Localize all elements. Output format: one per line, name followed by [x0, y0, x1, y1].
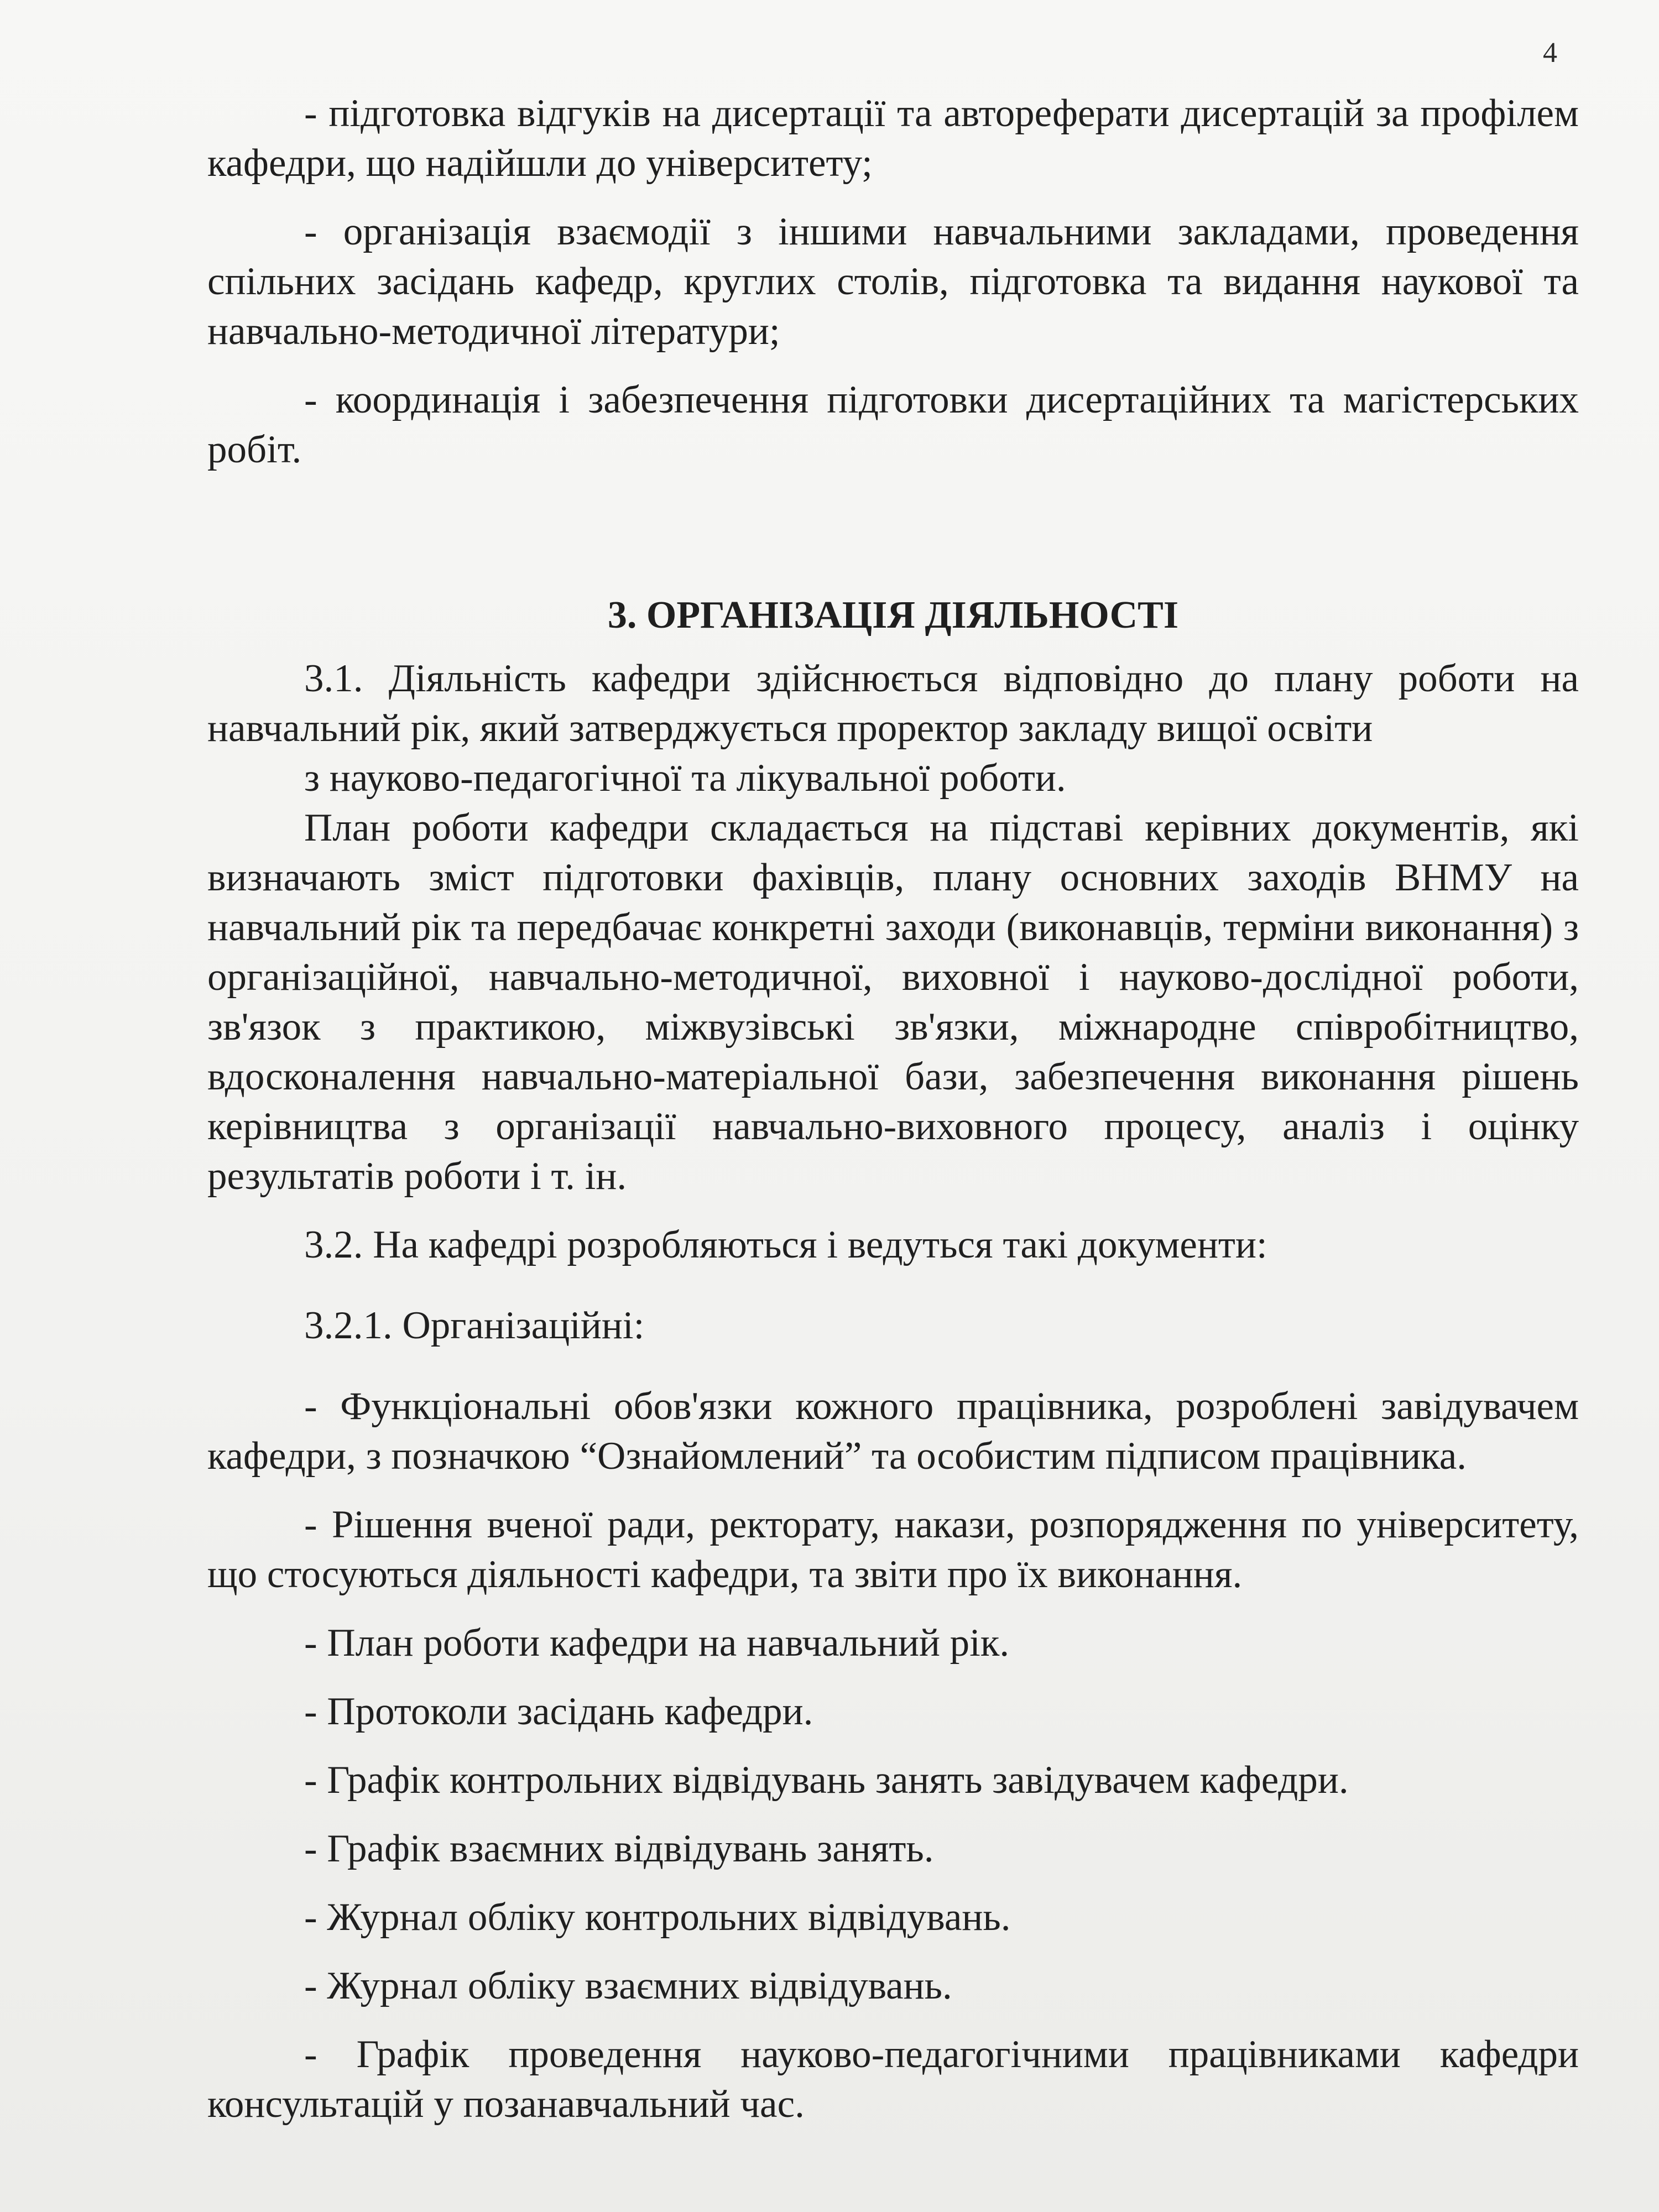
- document-item-8: - Журнал обліку взаємних відвідувань.: [304, 1964, 952, 2007]
- document-item-6: - Графік взаємних відвідувань занять.: [304, 1827, 934, 1870]
- document-item-9: - Графік проведення науково-педагогічними працівниками кафедри консультацій у позанавчальний час.: [207, 2033, 1579, 2126]
- document-item-4: - Протоколи засідань кафедри.: [304, 1690, 813, 1733]
- top-item-2: - організація взаємодії з іншими навчальними закладами, проведення спільних засідань кафедр, круглих столів, підготовка та видання наукової та навчально-методичної літератури;: [207, 210, 1579, 353]
- document-item-7: - Журнал обліку контрольних відвідувань.: [304, 1896, 1011, 1939]
- document-content: [207, 88, 1579, 2129]
- document-item-5: - Графік контрольних відвідувань занять завідувачем кафедри.: [304, 1759, 1349, 1802]
- document-item-2: - Рішення вченої ради, ректорату, накази, розпорядження по університету, що стосуються діяльності кафедри, та звіти про їх виконання.: [207, 1503, 1579, 1596]
- paragraph-3-2-1: 3.2.1. Організаційні:: [304, 1304, 645, 1347]
- paragraph-3-1-part-2: з науково-педагогічної та лікувальної роботи.: [304, 757, 1066, 800]
- page-number: 4: [1543, 37, 1557, 69]
- paragraph-3-1-part-3: План роботи кафедри складається на підставі керівних документів, які визначають зміст підготовки фахівців, плану основних заходів ВНМУ на навчальний рік та передбачає конкретні заходи (виконавців, терміни виконання) з організаційної, навчально-методичної, виховної і науково-дослідної роботи, зв'язок з практикою, міжвузівські зв'язки, міжнародне співробітництво, вдосконалення навчально-матеріальної бази, забезпечення виконання рішень керівництва з організації навчально-виховного процесу, аналіз і оцінку результатів роботи і т. ін.: [207, 806, 1579, 1198]
- section-heading: 3. ОРГАНІЗАЦІЯ ДІЯЛЬНОСТІ: [607, 594, 1179, 637]
- document-item-1: - Функціональні обов'язки кожного працівника, розроблені завідувачем кафедри, з позначкою “Ознайомлений” та особистим підписом працівника.: [207, 1385, 1579, 1478]
- paragraph-3-2: 3.2. На кафедрі розробляються і ведуться такі документи:: [304, 1223, 1267, 1266]
- document-item-3: - План роботи кафедри на навчальний рік.: [304, 1621, 1010, 1665]
- top-item-1: - підготовка відгуків на дисертації та автореферати дисертацій за профілем кафедри, що надійшли до університету;: [207, 92, 1579, 185]
- top-item-3: - координація і забезпечення підготовки дисертаційних та магістерських робіт.: [207, 378, 1579, 471]
- paragraph-3-1-part-1: 3.1. Діяльність кафедри здійснюється відповідно до плану роботи на навчальний рік, який затверджується проректор закладу вищої освіти: [207, 657, 1579, 750]
